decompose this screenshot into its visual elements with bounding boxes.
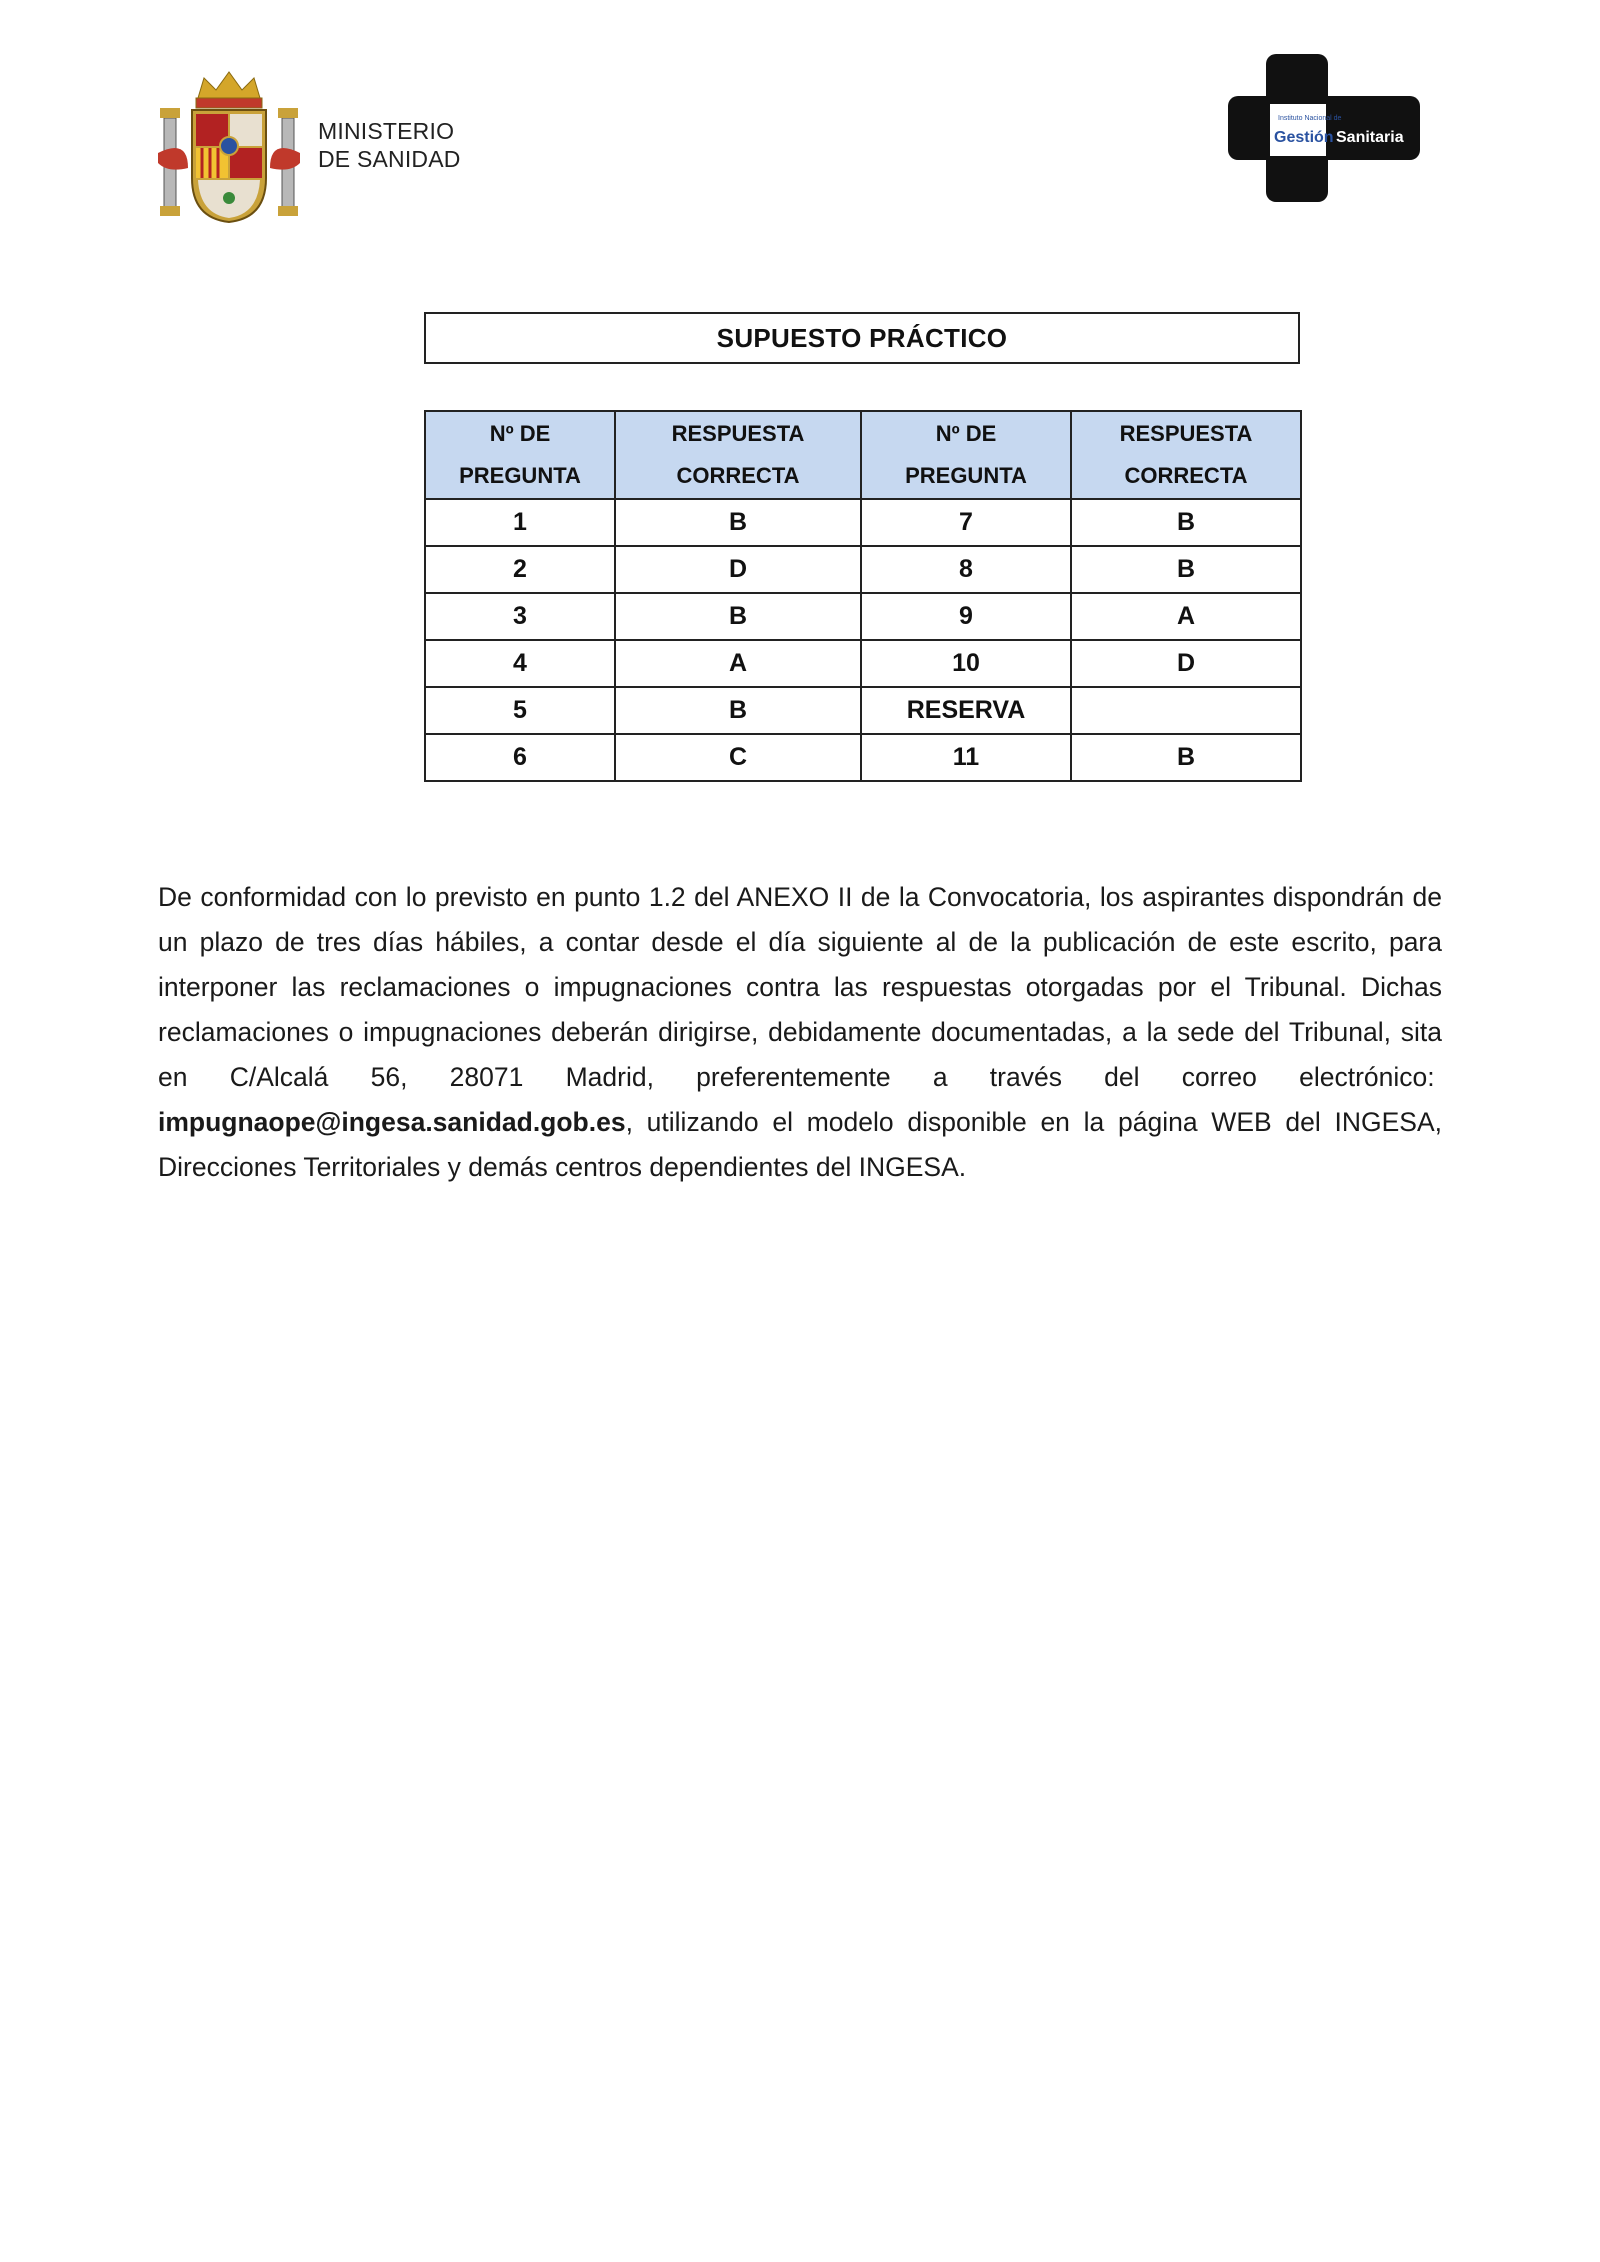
ministry-name-line2: DE SANIDAD: [318, 146, 461, 172]
email-link[interactable]: impugnaope@ingesa.sanidad.gob.es: [158, 1106, 626, 1137]
table-cell: B: [1071, 499, 1301, 546]
paragraph-text-before-email: De conformidad con lo previsto en punto 1.2 del ANEXO II de la Convocatoria, los aspirantes dispondrán de un plazo de tres días hábiles, a contar desde el día siguiente al de la publicación de este escrito, para interponer las reclamaciones o impugnaciones contra las respuestas otorgadas por el Tribunal. Dichas reclamaciones o impugnaciones deberán dirigirse, debidamente documentadas, a la sede del Tribunal, sita en C/Alcalá 56, 28071 Madrid, preferentemente a través del correo electrónico:: [158, 881, 1442, 1092]
table-cell: 10: [861, 640, 1071, 687]
table-row: [425, 499, 1301, 546]
ministry-name: [318, 117, 461, 173]
table-cell: B: [615, 499, 861, 546]
ingesa-logo-small-text: Instituto Nacional de: [1278, 115, 1342, 122]
ingesa-cross-logo-icon: [1226, 52, 1422, 204]
paragraph-text-after-email: , utilizando el modelo disponible en la página WEB del INGESA, Direcciones Territoriales y demás centros dependientes del INGESA.: [158, 1106, 1442, 1182]
table-header-row: [425, 411, 1301, 499]
table-cell: A: [1071, 593, 1301, 640]
ministry-name-line1: MINISTERIO: [318, 118, 455, 144]
column-header-correct-answer: RESPUESTA CORRECTA: [1071, 411, 1301, 499]
table-cell: 11: [861, 734, 1071, 781]
column-header-question-number: Nº DE PREGUNTA: [861, 411, 1071, 499]
table-cell: 1: [425, 499, 615, 546]
table-cell: RESERVA: [861, 687, 1071, 734]
column-header-correct-answer: RESPUESTA CORRECTA: [615, 411, 861, 499]
table-cell: B: [615, 593, 861, 640]
table-cell: D: [615, 546, 861, 593]
table-cell: B: [1071, 546, 1301, 593]
spain-coat-of-arms-icon: [158, 68, 300, 226]
column-header-question-number: Nº DE PREGUNTA: [425, 411, 615, 499]
table-cell: 6: [425, 734, 615, 781]
ingesa-logo: [1226, 52, 1422, 204]
table-cell: 5: [425, 687, 615, 734]
table-row: [425, 687, 1301, 734]
table-cell: 7: [861, 499, 1071, 546]
table-cell: 2: [425, 546, 615, 593]
ingesa-logo-word2: Sanitaria: [1336, 129, 1404, 146]
table-cell: D: [1071, 640, 1301, 687]
table-cell: A: [615, 640, 861, 687]
table-row: [425, 640, 1301, 687]
table-row: [425, 593, 1301, 640]
table-cell: B: [615, 687, 861, 734]
ingesa-logo-word1: Gestión: [1274, 129, 1334, 146]
table-row: [425, 546, 1301, 593]
answers-table: [424, 410, 1302, 782]
ministry-header: [158, 68, 461, 226]
page-title: SUPUESTO PRÁCTICO: [424, 312, 1300, 364]
table-cell: C: [615, 734, 861, 781]
table-cell: 3: [425, 593, 615, 640]
table-cell: [1071, 687, 1301, 734]
claims-paragraph: [158, 875, 1442, 1190]
table-cell: 4: [425, 640, 615, 687]
table-row: [425, 734, 1301, 781]
table-cell: 8: [861, 546, 1071, 593]
table-cell: 9: [861, 593, 1071, 640]
table-cell: B: [1071, 734, 1301, 781]
